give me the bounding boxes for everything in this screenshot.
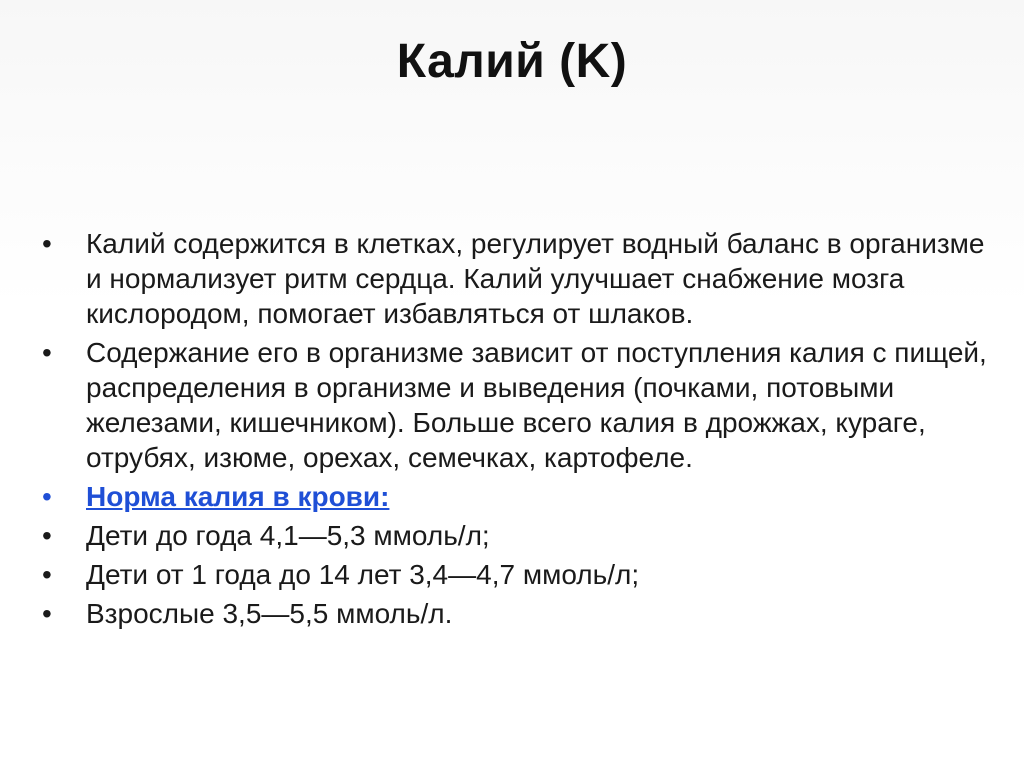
bullet-icon: • xyxy=(42,228,52,259)
list-item-text: Дети от 1 года до 14 лет 3,4—4,7 ммоль/л; xyxy=(86,559,640,590)
list-item xyxy=(40,518,1000,553)
bullet-icon: • xyxy=(42,481,52,512)
bullet-icon: • xyxy=(42,559,52,590)
bullet-icon: • xyxy=(42,598,52,629)
list-item xyxy=(40,596,1000,631)
bullet-icon: • xyxy=(42,520,52,551)
slide-title: Калий (K) xyxy=(396,35,628,88)
list-item xyxy=(40,335,1000,475)
list-item-text: Взрослые 3,5—5,5 ммоль/л. xyxy=(86,598,453,629)
list-item-text: Калий содержится в клетках, регулирует водный баланс в организме и нормализует ритм сердца. Калий улучшает снабжение мозга кислородом, помогает избавляться от шлаков. xyxy=(86,228,985,329)
list-item xyxy=(40,557,1000,592)
list-item-link xyxy=(40,479,1000,514)
list-item-text: Содержание его в организме зависит от поступления калия с пищей, распределения в организме и выведения (почками, потовыми железами, кишечником). Больше всего калия в дрожжах, кураге, отрубях, изюме, орехах, семечках, картофеле. xyxy=(86,337,987,473)
list-item-text: Дети до года 4,1—5,3 ммоль/л; xyxy=(86,520,490,551)
bullet-icon: • xyxy=(42,337,52,368)
list-item xyxy=(40,226,1000,331)
bullet-list xyxy=(40,226,1000,635)
norm-link[interactable]: Норма калия в крови: xyxy=(86,481,390,512)
